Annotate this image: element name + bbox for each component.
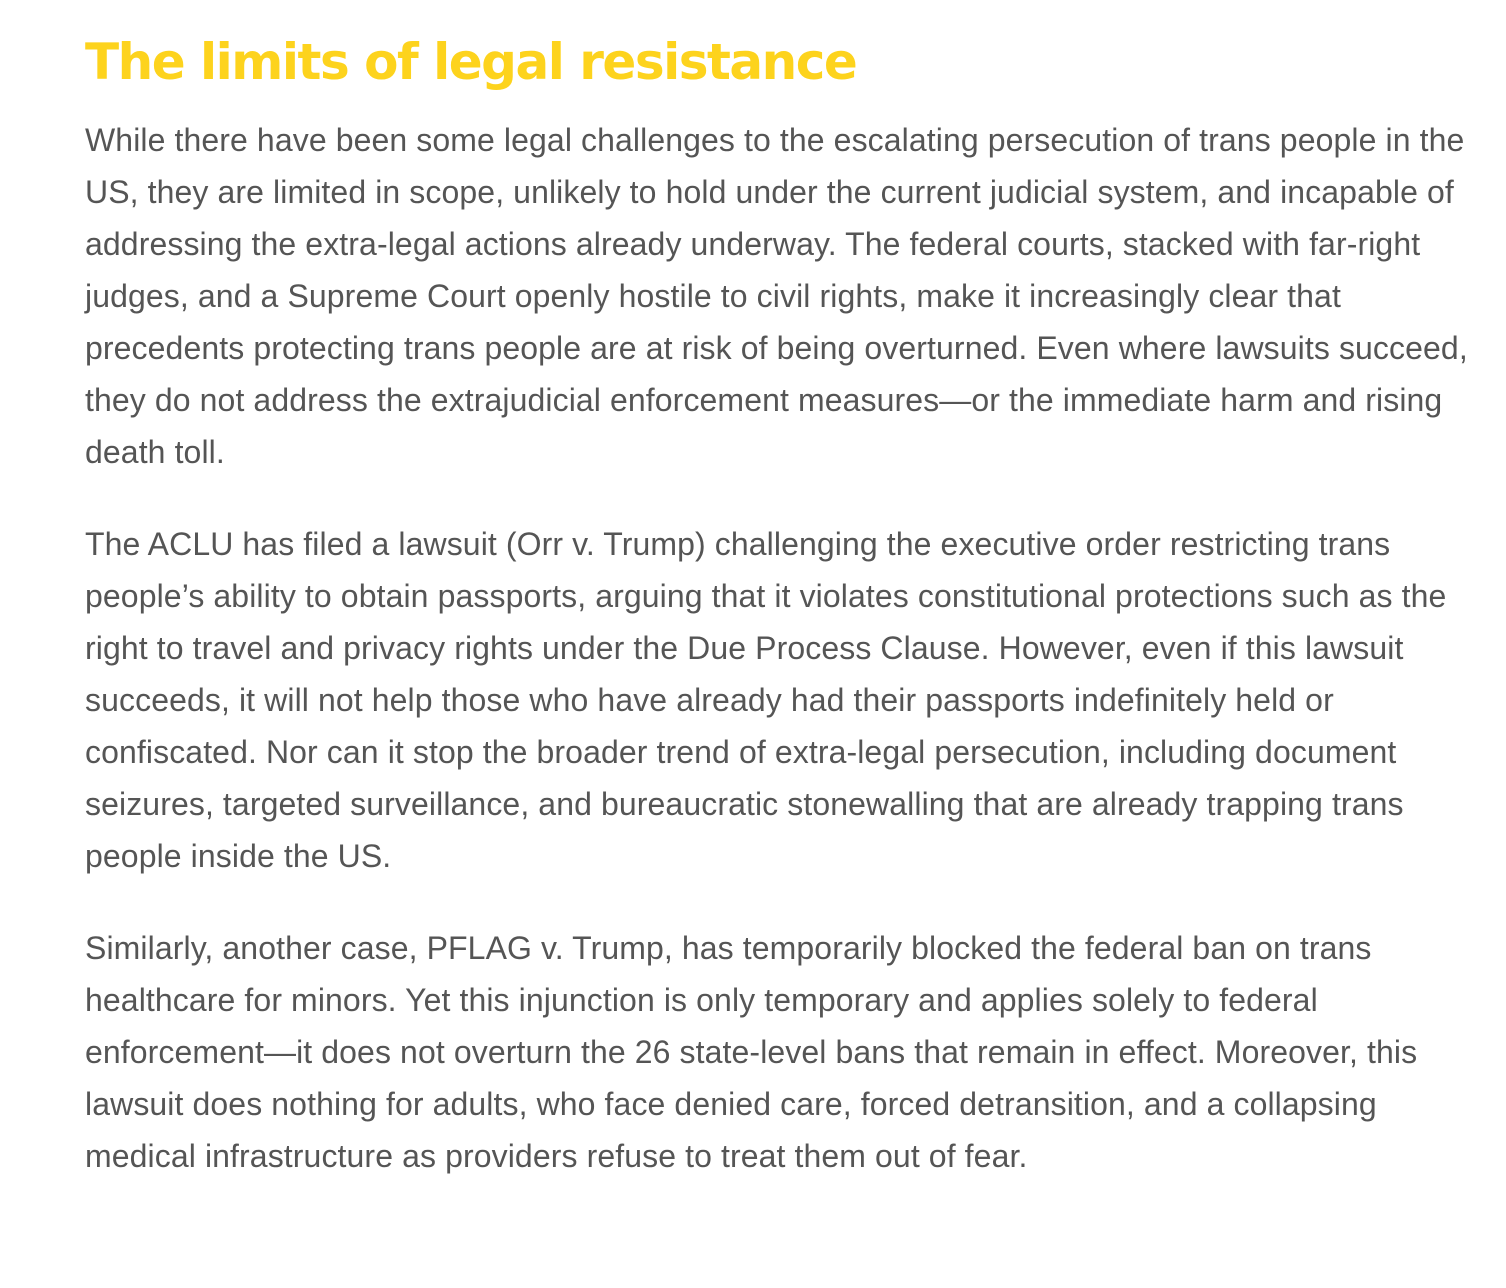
article [85, 30, 1480, 1182]
paragraph-pflag-case: Similarly, another case, PFLAG v. Trump, has temporarily blocked the federal ban on trans healthcare for minors. Yet this injunction is only temporary and applies solely to federal enforcement—it does not overturn the 26 state-level bans that remain in effect. Moreover, this lawsuit does nothing for adults, who face denied care, forced detransition, and a collapsing medical infrastructure as providers refuse to treat them out of fear. [85, 930, 1418, 1174]
section-heading: The limits of legal resistance [85, 33, 857, 91]
paragraph-legal-challenges: While there have been some legal challenges to the escalating persecution of trans people in the US, they are limited in scope, unlikely to hold under the current judicial system, and incapable of addressing the extra-legal actions already underway. The federal courts, stacked with far-right judges, and a Supreme Court openly hostile to civil rights, make it increasingly clear that precedents protecting trans people are at risk of being overturned. Even where lawsuits succeed, they do not address the extrajudicial enforcement measures—or the immediate harm and rising death toll. [85, 122, 1468, 470]
paragraph-aclu-lawsuit: The ACLU has filed a lawsuit (Orr v. Trump) challenging the executive order restricting trans people’s ability to obtain passports, arguing that it violates constitutional protections such as the right to travel and privacy rights under the Due Process Clause. However, even if this lawsuit succeeds, it will not help those who have already had their passports indefinitely held or confiscated. Nor can it stop the broader trend of extra-legal persecution, including document seizures, targeted surveillance, and bureaucratic stonewalling that are already trapping trans people inside the US. [85, 526, 1447, 874]
